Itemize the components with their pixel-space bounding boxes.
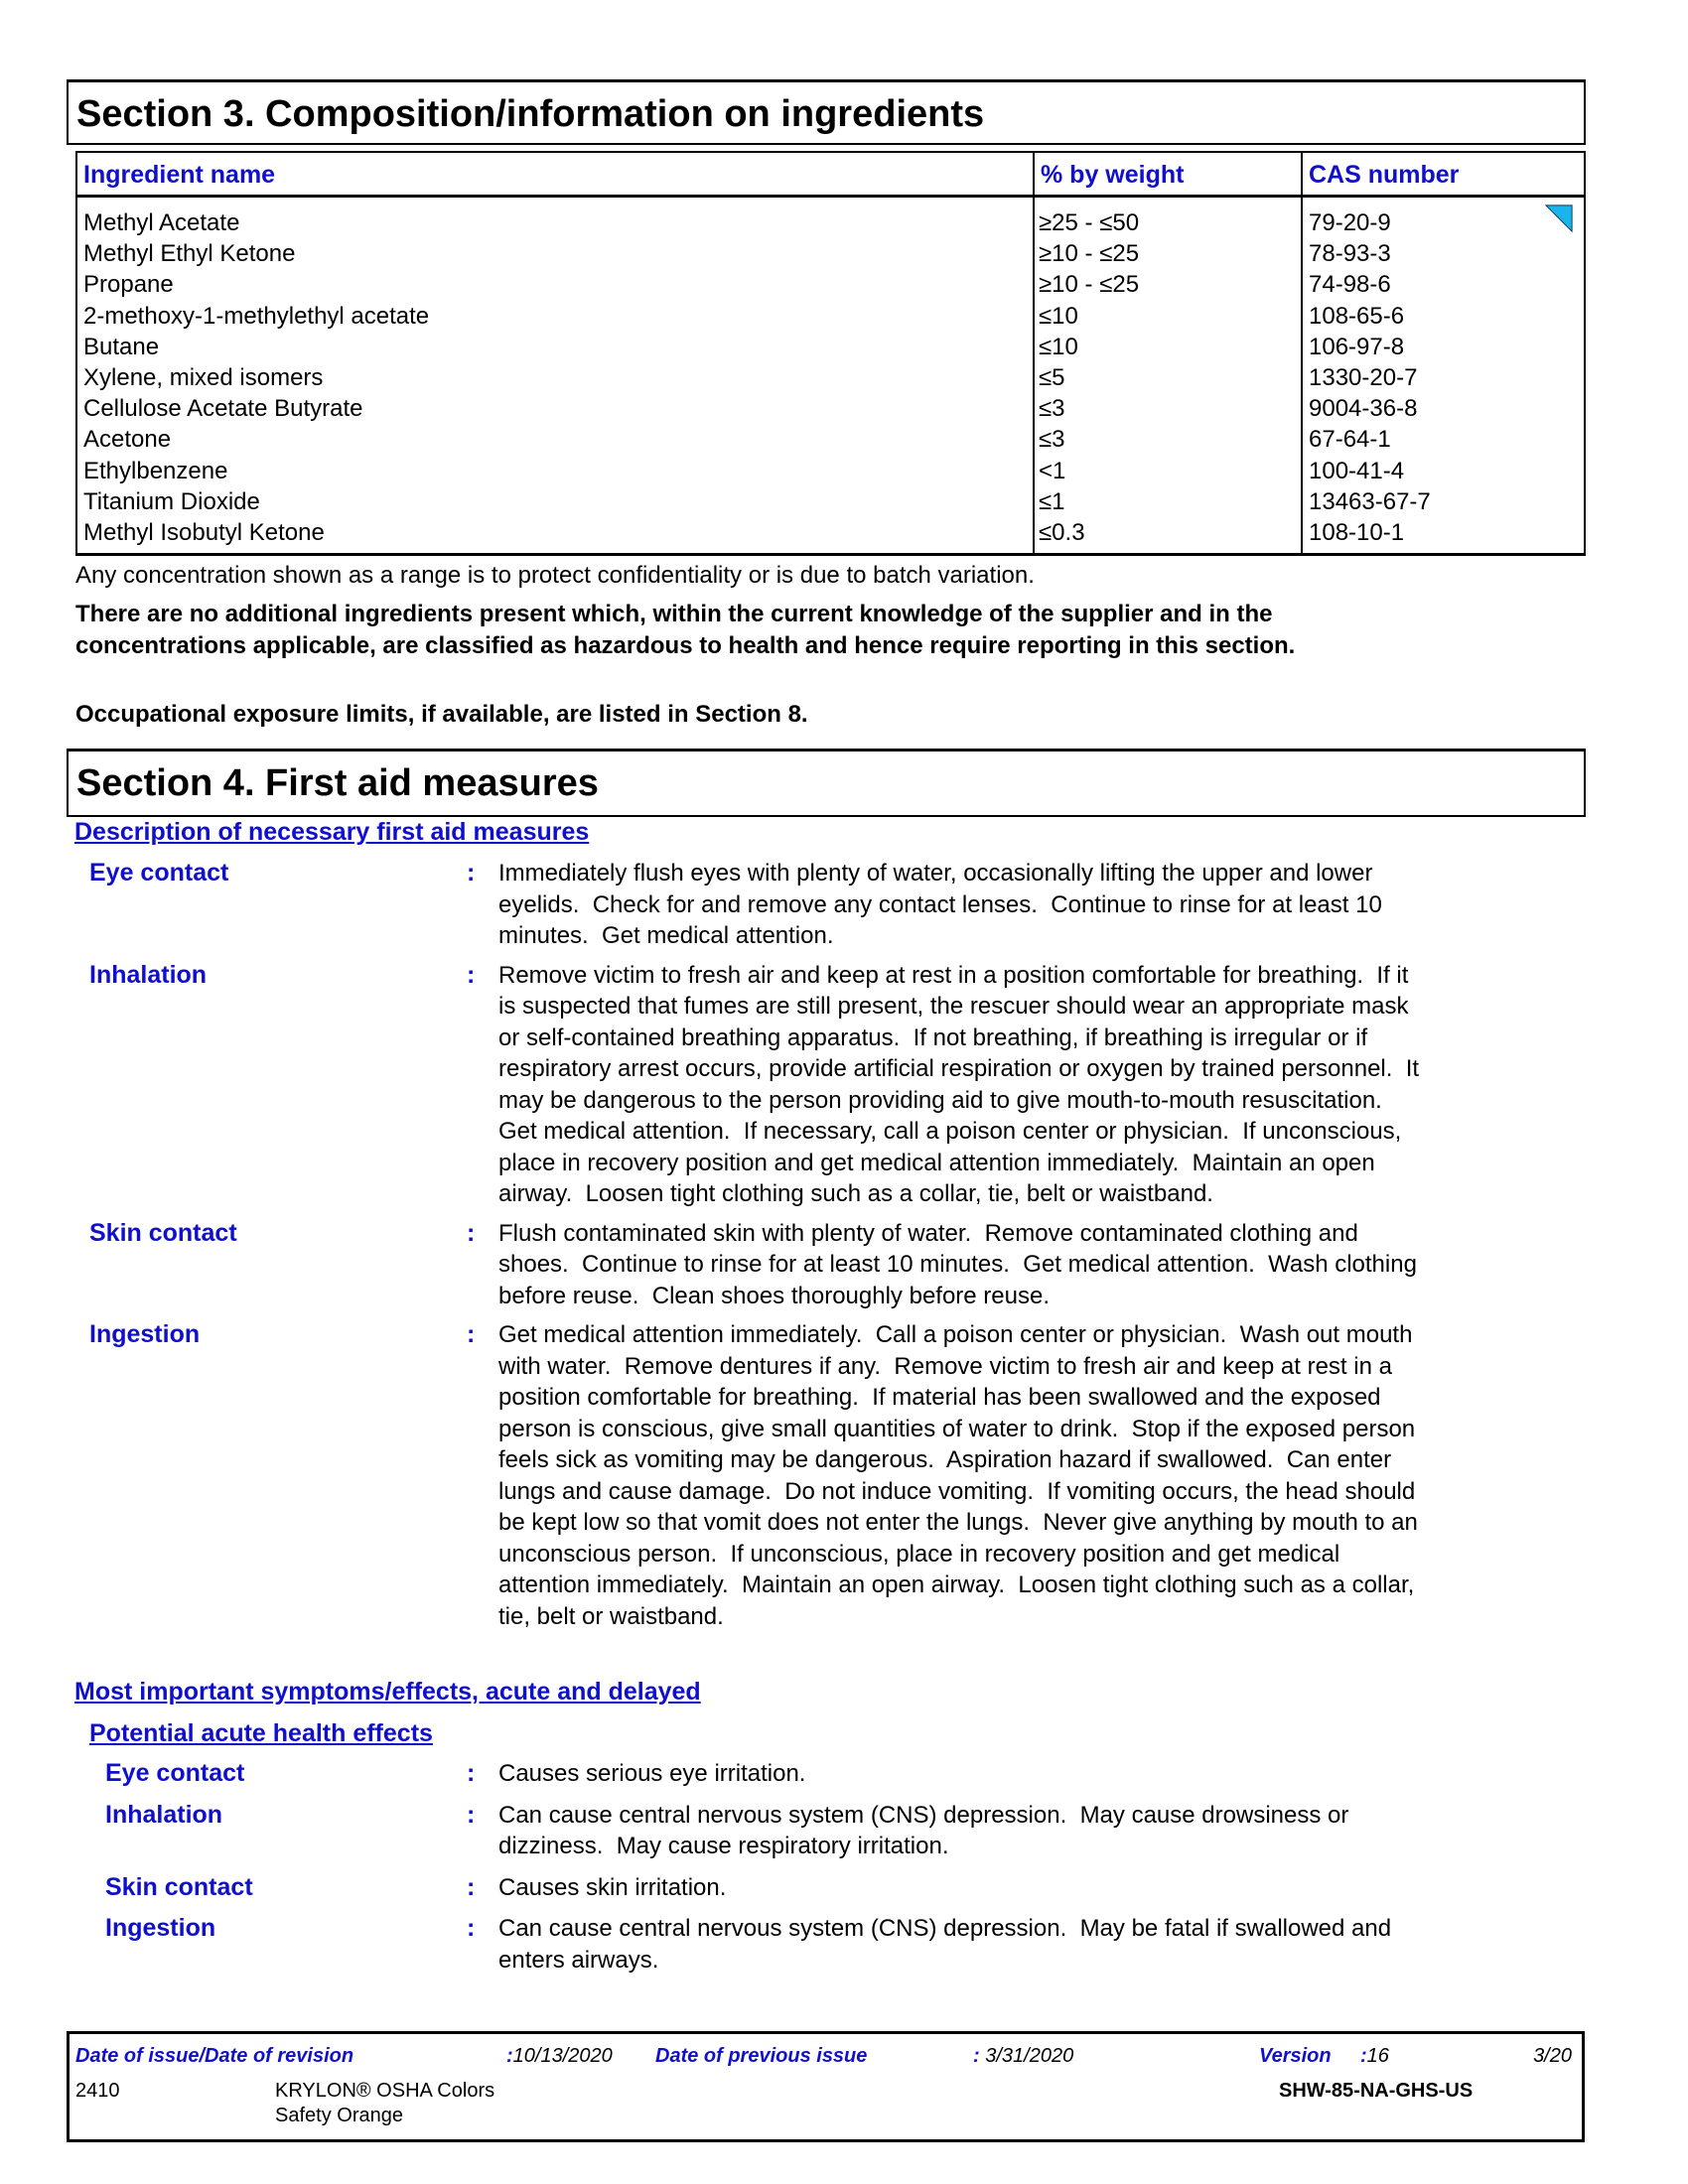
skin-contact-label: Skin contact [105, 1872, 253, 1901]
label-colon: : [467, 1872, 476, 1901]
document-code: SHW-85-NA-GHS-US [1279, 2080, 1474, 2102]
label-colon: : [467, 960, 476, 989]
text-line: unconscious person. If unconscious, place in recovery position and get medical [498, 1540, 1340, 1568]
product-code: 2410 [75, 2080, 120, 2102]
section-3-title: Section 3. Composition/information on ingredients [76, 93, 985, 135]
text-line: attention immediately. Maintain an open airway. Loosen tight clothing such as a collar, [498, 1571, 1415, 1598]
version-value [1360, 2044, 1389, 2068]
skin-contact-label: Skin contact [89, 1218, 237, 1247]
text-line: feels sick as vomiting may be dangerous. Aspiration hazard if swallowed. Can enter [498, 1446, 1392, 1473]
inhalation-label: Inhalation [89, 960, 208, 989]
section-4-header [67, 749, 1586, 817]
text-line: tie, belt or waistband. [498, 1602, 724, 1630]
no-additional-ingredients-line-1: There are no additional ingredients present which, within the current knowledge of the supplier and in the [75, 601, 1273, 627]
inhalation-label: Inhalation [105, 1800, 223, 1829]
text-line: is suspected that fumes are still present, the rescuer should wear an appropriate mask [498, 993, 1409, 1020]
ingestion-text [498, 1913, 1581, 1976]
previous-issue-colon: : [973, 2045, 980, 2067]
column-divider [1301, 153, 1303, 553]
text-line: Get medical attention immediately. Call a poison center or physician. Wash out mouth [498, 1321, 1413, 1348]
cas-number-cell: 74-98-6 [1309, 271, 1391, 299]
page-number: 3/20 [1533, 2045, 1572, 2067]
label-colon: : [467, 1800, 476, 1829]
change-marker-icon [1544, 204, 1574, 233]
version-colon: : [1360, 2045, 1367, 2067]
issue-date-value [506, 2044, 613, 2068]
ingredient-name-cell: Cellulose Acetate Butyrate [83, 395, 363, 423]
eye-contact-label: Eye contact [105, 1759, 245, 1787]
version-text: 16 [1366, 2045, 1389, 2067]
column-header-cas-number: CAS number [1309, 161, 1460, 189]
cas-number-cell: 1330-20-7 [1309, 363, 1418, 391]
text-line: dizziness. May cause respiratory irritation. [498, 1833, 949, 1859]
ingredients-table [75, 151, 1586, 556]
cas-number-cell: 13463-67-7 [1309, 487, 1431, 515]
section-4-title: Section 4. First aid measures [76, 762, 599, 804]
cas-number-cell: 78-93-3 [1309, 240, 1391, 268]
percent-by-weight-cell: ≤1 [1039, 487, 1065, 515]
range-note: Any concentration shown as a range is to protect confidentiality or is due to batch variation. [75, 562, 1035, 589]
cas-number-cell: 9004-36-8 [1309, 395, 1418, 423]
product-name-line-1: KRYLON® OSHA Colors [275, 2080, 495, 2102]
previous-issue-value [973, 2044, 1073, 2068]
text-line: Can cause central nervous system (CNS) depression. May be fatal if swallowed and [498, 1915, 1392, 1942]
symptoms-heading: Most important symptoms/effects, acute and delayed [74, 1678, 701, 1706]
percent-by-weight-column [1039, 207, 1139, 548]
column-divider [1033, 153, 1035, 553]
text-line: place in recovery position and get medical attention immediately. Maintain an open [498, 1149, 1375, 1176]
cas-number-cell: 100-41-4 [1309, 457, 1405, 484]
text-line: Remove victim to fresh air and keep at rest in a position comfortable for breathing. If it [498, 961, 1409, 989]
percent-by-weight-cell: ≤0.3 [1039, 518, 1085, 546]
ingredient-name-cell: Methyl Ethyl Ketone [83, 240, 296, 268]
text-line: person is conscious, give small quantities of water to drink. Stop if the exposed person [498, 1415, 1416, 1442]
label-colon: : [467, 1914, 476, 1942]
ingredient-name-cell: Titanium Dioxide [83, 487, 260, 515]
column-header-ingredient-name: Ingredient name [83, 161, 276, 189]
eye-contact-label: Eye contact [89, 859, 229, 887]
previous-issue-text: 3/31/2020 [985, 2045, 1074, 2067]
label-colon: : [467, 859, 476, 887]
ingredient-name-column [83, 207, 429, 548]
ingredient-name-cell: Methyl Acetate [83, 209, 240, 236]
ingredients-table-header [77, 153, 1584, 198]
column-header-percent-by-weight: % by weight [1041, 161, 1185, 189]
inhalation-text [498, 1800, 1581, 1862]
text-line: Immediately flush eyes with plenty of water, occasionally lifting the upper and lower [498, 860, 1373, 887]
percent-by-weight-cell: ≥10 - ≤25 [1039, 271, 1140, 299]
text-line: Get medical attention. If necessary, call a poison center or physician. If unconscious, [498, 1118, 1402, 1145]
text-line: enters airways. [498, 1946, 659, 1974]
previous-issue-label: Date of previous issue [655, 2045, 868, 2067]
text-line: Causes skin irritation. [498, 1873, 727, 1901]
text-line: Flush contaminated skin with plenty of water. Remove contaminated clothing and [498, 1219, 1358, 1247]
section-3-header [67, 79, 1586, 145]
text-line: airway. Loosen tight clothing such as a collar, tie, belt or waistband. [498, 1180, 1213, 1207]
text-line: shoes. Continue to rinse for at least 10 minutes. Get medical attention. Wash clothing [498, 1251, 1417, 1278]
text-line: lungs and cause damage. Do not induce vomiting. If vomiting occurs, the head should [498, 1477, 1416, 1505]
skin-contact-text [498, 1218, 1581, 1312]
cas-number-column [1309, 207, 1431, 548]
description-heading: Description of necessary first aid measures [74, 818, 590, 846]
text-line: respiratory arrest occurs, provide artificial respiration or oxygen by trained personnel. It [498, 1055, 1420, 1082]
text-line: minutes. Get medical attention. [498, 922, 834, 949]
ingredient-name-cell: Acetone [83, 426, 172, 454]
ingredient-name-cell: Methyl Isobutyl Ketone [83, 518, 325, 546]
acute-effects-heading: Potential acute health effects [89, 1719, 433, 1747]
version-label: Version [1259, 2045, 1332, 2067]
oel-note: Occupational exposure limits, if available, are listed in Section 8. [75, 701, 808, 728]
text-line: eyelids. Check for and remove any contact lenses. Continue to rinse for at least 10 [498, 890, 1382, 918]
percent-by-weight-cell: ≤3 [1039, 395, 1065, 423]
percent-by-weight-cell: <1 [1039, 457, 1066, 484]
ingredient-name-cell: 2-methoxy-1-methylethyl acetate [83, 302, 430, 330]
issue-date-colon: : [506, 2045, 513, 2067]
percent-by-weight-cell: ≤10 [1039, 333, 1078, 360]
no-additional-ingredients-line-2: concentrations applicable, are classified as hazardous to health and hence require reporting in this section. [75, 632, 1296, 659]
issue-date-text: 10/13/2020 [512, 2045, 613, 2067]
ingredient-name-cell: Xylene, mixed isomers [83, 363, 324, 391]
ingredient-name-cell: Propane [83, 271, 174, 299]
issue-date-label: Date of issue/Date of revision [75, 2045, 354, 2067]
cas-number-cell: 108-10-1 [1309, 518, 1405, 546]
text-line: with water. Remove dentures if any. Remove victim to fresh air and keep at rest in a [498, 1352, 1392, 1380]
label-colon: : [467, 1218, 476, 1247]
percent-by-weight-cell: ≥10 - ≤25 [1039, 240, 1140, 268]
text-line: position comfortable for breathing. If material has been swallowed and the exposed [498, 1384, 1381, 1411]
eye-contact-text [498, 858, 1581, 952]
cas-number-cell: 67-64-1 [1309, 426, 1391, 454]
text-line: before reuse. Clean shoes thoroughly before reuse. [498, 1282, 1051, 1309]
product-name-line-2: Safety Orange [275, 2105, 403, 2126]
percent-by-weight-cell: ≤10 [1039, 302, 1078, 330]
ingestion-label: Ingestion [89, 1320, 201, 1348]
label-colon: : [467, 1759, 476, 1787]
text-line: may be dangerous to the person providing aid to give mouth-to-mouth resuscitation. [498, 1086, 1382, 1114]
text-line: be kept low so that vomit does not enter the lungs. Never give anything by mouth to an [498, 1509, 1418, 1536]
inhalation-text [498, 960, 1581, 1210]
cas-number-cell: 108-65-6 [1309, 302, 1405, 330]
label-colon: : [467, 1320, 476, 1348]
text-line: Causes serious eye irritation. [498, 1760, 806, 1787]
percent-by-weight-cell: ≤5 [1039, 363, 1065, 391]
percent-by-weight-cell: ≥25 - ≤50 [1039, 209, 1140, 236]
text-line: or self-contained breathing apparatus. If not breathing, if breathing is irregular or if [498, 1024, 1368, 1051]
text-line: Can cause central nervous system (CNS) depression. May cause drowsiness or [498, 1801, 1349, 1829]
ingestion-text [498, 1319, 1581, 1632]
skin-contact-text [498, 1872, 1581, 1904]
ingestion-label: Ingestion [105, 1914, 216, 1942]
ingredient-name-cell: Ethylbenzene [83, 457, 228, 484]
cas-number-cell: 106-97-8 [1309, 333, 1405, 360]
percent-by-weight-cell: ≤3 [1039, 426, 1065, 454]
eye-contact-text [498, 1758, 1581, 1790]
page-footer [67, 2031, 1585, 2142]
cas-number-cell: 79-20-9 [1309, 209, 1391, 236]
ingredient-name-cell: Butane [83, 333, 160, 360]
